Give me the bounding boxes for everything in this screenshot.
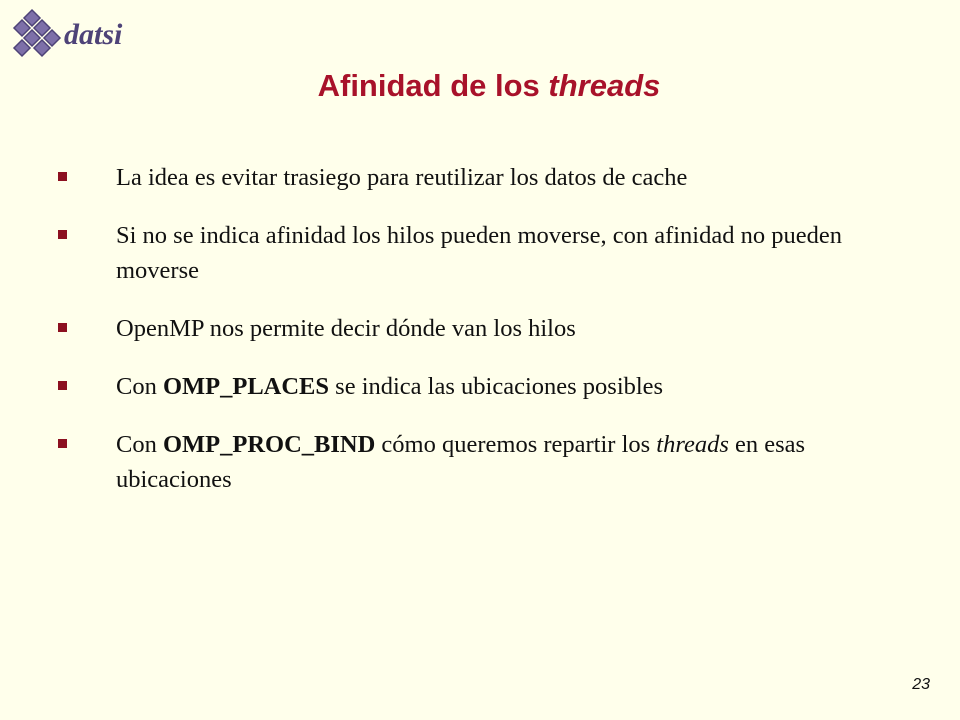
bullet-square-icon: [58, 230, 67, 239]
bullet-text-post: en esas ubicaciones: [116, 431, 806, 493]
logo-text: datsi: [64, 18, 123, 51]
bullet-text: La idea es evitar trasiego para reutilizar los datos de cache: [116, 164, 688, 191]
bullet-list: [58, 160, 918, 520]
bullet-square-icon: [58, 172, 67, 181]
bullet-square-icon: [58, 439, 67, 448]
env-var-omp-proc-bind: OMP_PROC_BIND: [162, 431, 376, 458]
bullet-item: [58, 218, 918, 288]
bullet-text: Si no se indica afinidad los hilos pueden moverse, con afinidad no pueden moverse: [116, 222, 842, 284]
bullet-item: [58, 427, 918, 497]
bullet-text-post: se indica las ubicaciones posibles: [329, 373, 664, 400]
slide-title: [0, 68, 960, 104]
bullet-text-pre: Con: [116, 373, 163, 400]
slide-title-italic: threads: [548, 68, 661, 103]
bullet-text: OpenMP nos permite decir dónde van los hilos: [116, 315, 576, 342]
bullet-text-pre: Con: [116, 431, 163, 458]
bullet-text-mid: cómo queremos repartir los: [375, 431, 657, 458]
bullet-item: [58, 311, 918, 346]
bullet-text-italic: threads: [656, 431, 729, 458]
slide-title-text: Afinidad de los: [317, 68, 549, 103]
datsi-logo: [12, 8, 142, 64]
bullet-square-icon: [58, 323, 67, 332]
bullet-square-icon: [58, 381, 67, 390]
bullet-item: [58, 160, 918, 195]
page-number: 23: [912, 676, 930, 693]
bullet-item: [58, 369, 918, 404]
env-var-omp-places: OMP_PLACES: [162, 373, 330, 400]
datsi-logo-graphic: [12, 8, 142, 64]
